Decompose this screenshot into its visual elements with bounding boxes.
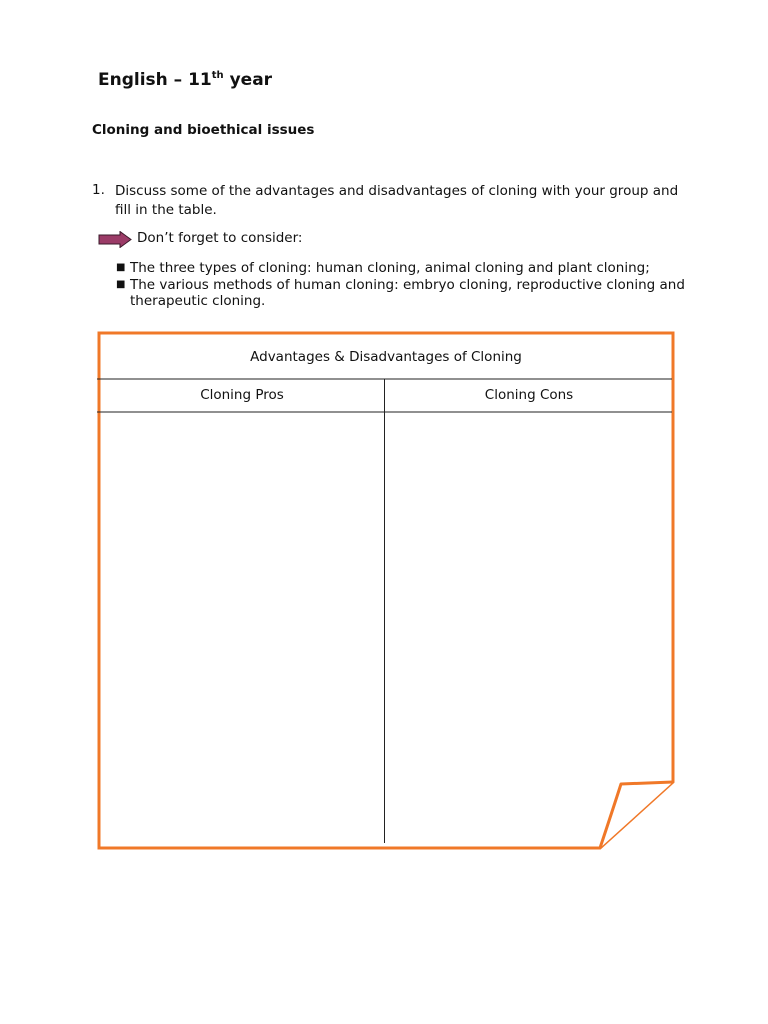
page-border [99,333,673,848]
question-number: 1. [92,182,105,198]
title-suffix: year [223,70,273,90]
column-header-cons: Cloning Cons [484,387,574,403]
title-text: English – 11 [98,70,212,90]
table-heading: Advantages & Disadvantages of Cloning [250,349,522,365]
section-subtitle: Cloning and bioethical issues [92,122,315,138]
question-text: Discuss some of the advantages and disadvantages of cloning with your group and fill in the table. [115,183,679,218]
reminder-text: Don’t forget to consider: [137,230,303,246]
square-bullet-icon: ■ [116,262,126,273]
square-bullet-icon: ■ [116,278,126,290]
list-item-text: The three types of cloning: human cloning, animal cloning and plant cloning; [130,260,650,276]
list-item-text: The various methods of human cloning: embryo cloning, reproductive cloning and therapeutic cloning. [130,276,685,309]
column-header-pros: Cloning Pros [200,387,284,403]
title-superscript: th [211,70,224,81]
